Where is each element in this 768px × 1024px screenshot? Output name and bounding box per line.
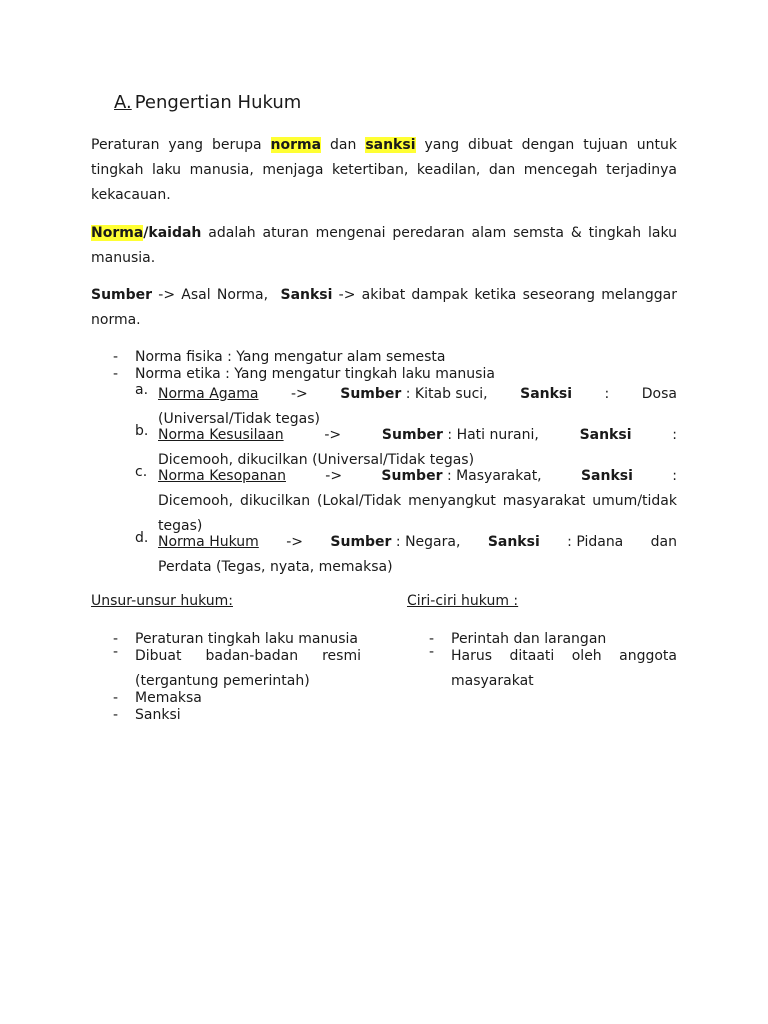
definition-text: adalah aturan mengenai peredaran alam semsta & tingkah laku manusia. [91,225,678,266]
asal-norma-text: -> Asal Norma, [158,287,269,303]
definition-paragraph [91,221,677,271]
list-item: - Memaksa [113,690,202,706]
norm-item-hukum: d. Norma Hukum -> Sumber : Negara, Sanksi : Pidana dan Perdata (Tegas, nyata, memaksa) [135,530,677,580]
norm-name: Norma Hukum [158,534,259,550]
highlight-norma: norma [270,137,322,153]
list-item: - Sanksi [113,707,181,723]
highlight-sanksi: sanksi [365,137,416,153]
highlight-norma-def: Norma [91,225,144,241]
norm-item-kesusilaan: b. Norma Kesusilaan -> Sumber : Hati nurani, Sanksi : Dicemooh, dikucilkan (Universal/Tidak tegas) [135,423,677,473]
list-item: - Harus ditaati oleh anggota masyarakat [429,644,677,689]
norm-item-kesopanan: c. Norma Kesopanan -> Sumber : Masyarakat, Sanksi : Dicemooh, dikucilkan (Lokal/Tidak menyangkut masyarakat umum/tidak tegas) [135,464,677,539]
norm-continuation: (Universal/Tidak tegas) [158,411,320,427]
list-item-text: Norma fisika : Yang mengatur alam semesta [135,349,446,365]
list-item: - Peraturan tingkah laku manusia [113,631,359,647]
section-letter: A. [114,92,132,113]
norm-continuation: Perdata (Tegas, nyata, memaksa) [158,559,393,575]
norm-name: Norma Kesusilaan [158,427,284,443]
list-item-text: Norma etika : Yang mengatur tingkah laku manusia [135,366,495,382]
ciri-list [429,631,677,694]
akibat-text: -> akibat dampak ketika seseorang melanggar norma. [91,287,677,328]
source-paragraph [91,283,677,333]
unsur-list [113,631,361,724]
sanksi-bold: Sanksi [280,287,333,303]
norm-item-agama: a. Norma Agama -> Sumber : Kitab suci, Sanksi : Dosa (Universal/Tidak tegas) [135,382,677,432]
intro-text-b: dan [330,137,357,153]
document-page: A. Pengertian Hukum Peraturan yang berupa norma dan sanksi yang dibuat dengan tujuan untuk tingkah laku manusia, menjaga ketertiban, keadilan, dan mencegah terjadinya kekacauan. Norma/kaidah adalah aturan mengenai peredaran alam semsta & tingkah laku manusia. Sumber -> Asal Norma, Sanksi -> akibat dampak ketika seseorang melanggar norma. - Norma fisika : Yang mengatur alam semesta - Norma etika : Yang mengatur tingkah laku manusia a. Norma Agama -> Sumber : Kitab suci, Sanksi : Dosa (Universal/Tidak tegas) b. Norma Kesusilaan -> Sumber : Hati nurani, Sanksi : Dicemooh, dikucilkan (Universal/Tidak tegas) c. Norma Kesopanan -> Sumber : Masyarakat, Sanksi : Dicemooh, dikucilkan (Lokal/Tidak menyangkut masyarakat umum/tidak tegas) d. Norma Hukum -> Sumber : Negara, Sanksi : Pidana dan Perdata (Tegas, nyata, memaksa) Unsur-unsur hukum: Ciri-ciri hukum : - Peraturan tingkah laku manusia - Dibuat badan-badan resmi (tergantung pemerintah) - Memaksa - Sanksi - Perintah dan larangan - Harus ditaati oleh anggota masyarakat [91,92,678,723]
norm-name: Norma Kesopanan [158,468,286,484]
kaidah-bold: /kaidah [143,225,202,241]
list-item: - Dibuat badan-badan resmi (tergantung pemerintah) [113,644,361,689]
section-title: Pengertian Hukum [134,92,302,113]
norm-marker: d. [135,530,149,546]
norm-name: Norma Agama [158,386,259,402]
intro-text-a: Peraturan yang berupa [91,137,262,153]
ciri-title: Ciri-ciri hukum : [407,593,519,609]
section-heading [114,92,301,113]
intro-text-c: yang dibuat dengan tujuan untuk tingkah laku manusia, menjaga ketertiban, keadilan, dan mencegah terjadinya kekacauan. [91,137,677,203]
sumber-bold: Sumber [91,287,153,303]
norm-continuation: Dicemooh, dikucilkan (Universal/Tidak tegas) [158,452,475,468]
norm-marker: b. [135,423,149,439]
list-item: - Perintah dan larangan [429,631,607,647]
unsur-title: Unsur-unsur hukum: [91,593,233,609]
norm-continuation: Dicemooh, dikucilkan (Lokal/Tidak menyangkut masyarakat umum/tidak tegas) [158,493,677,534]
norm-marker: c. [135,464,148,480]
intro-paragraph [91,133,677,208]
norm-marker: a. [135,382,149,398]
